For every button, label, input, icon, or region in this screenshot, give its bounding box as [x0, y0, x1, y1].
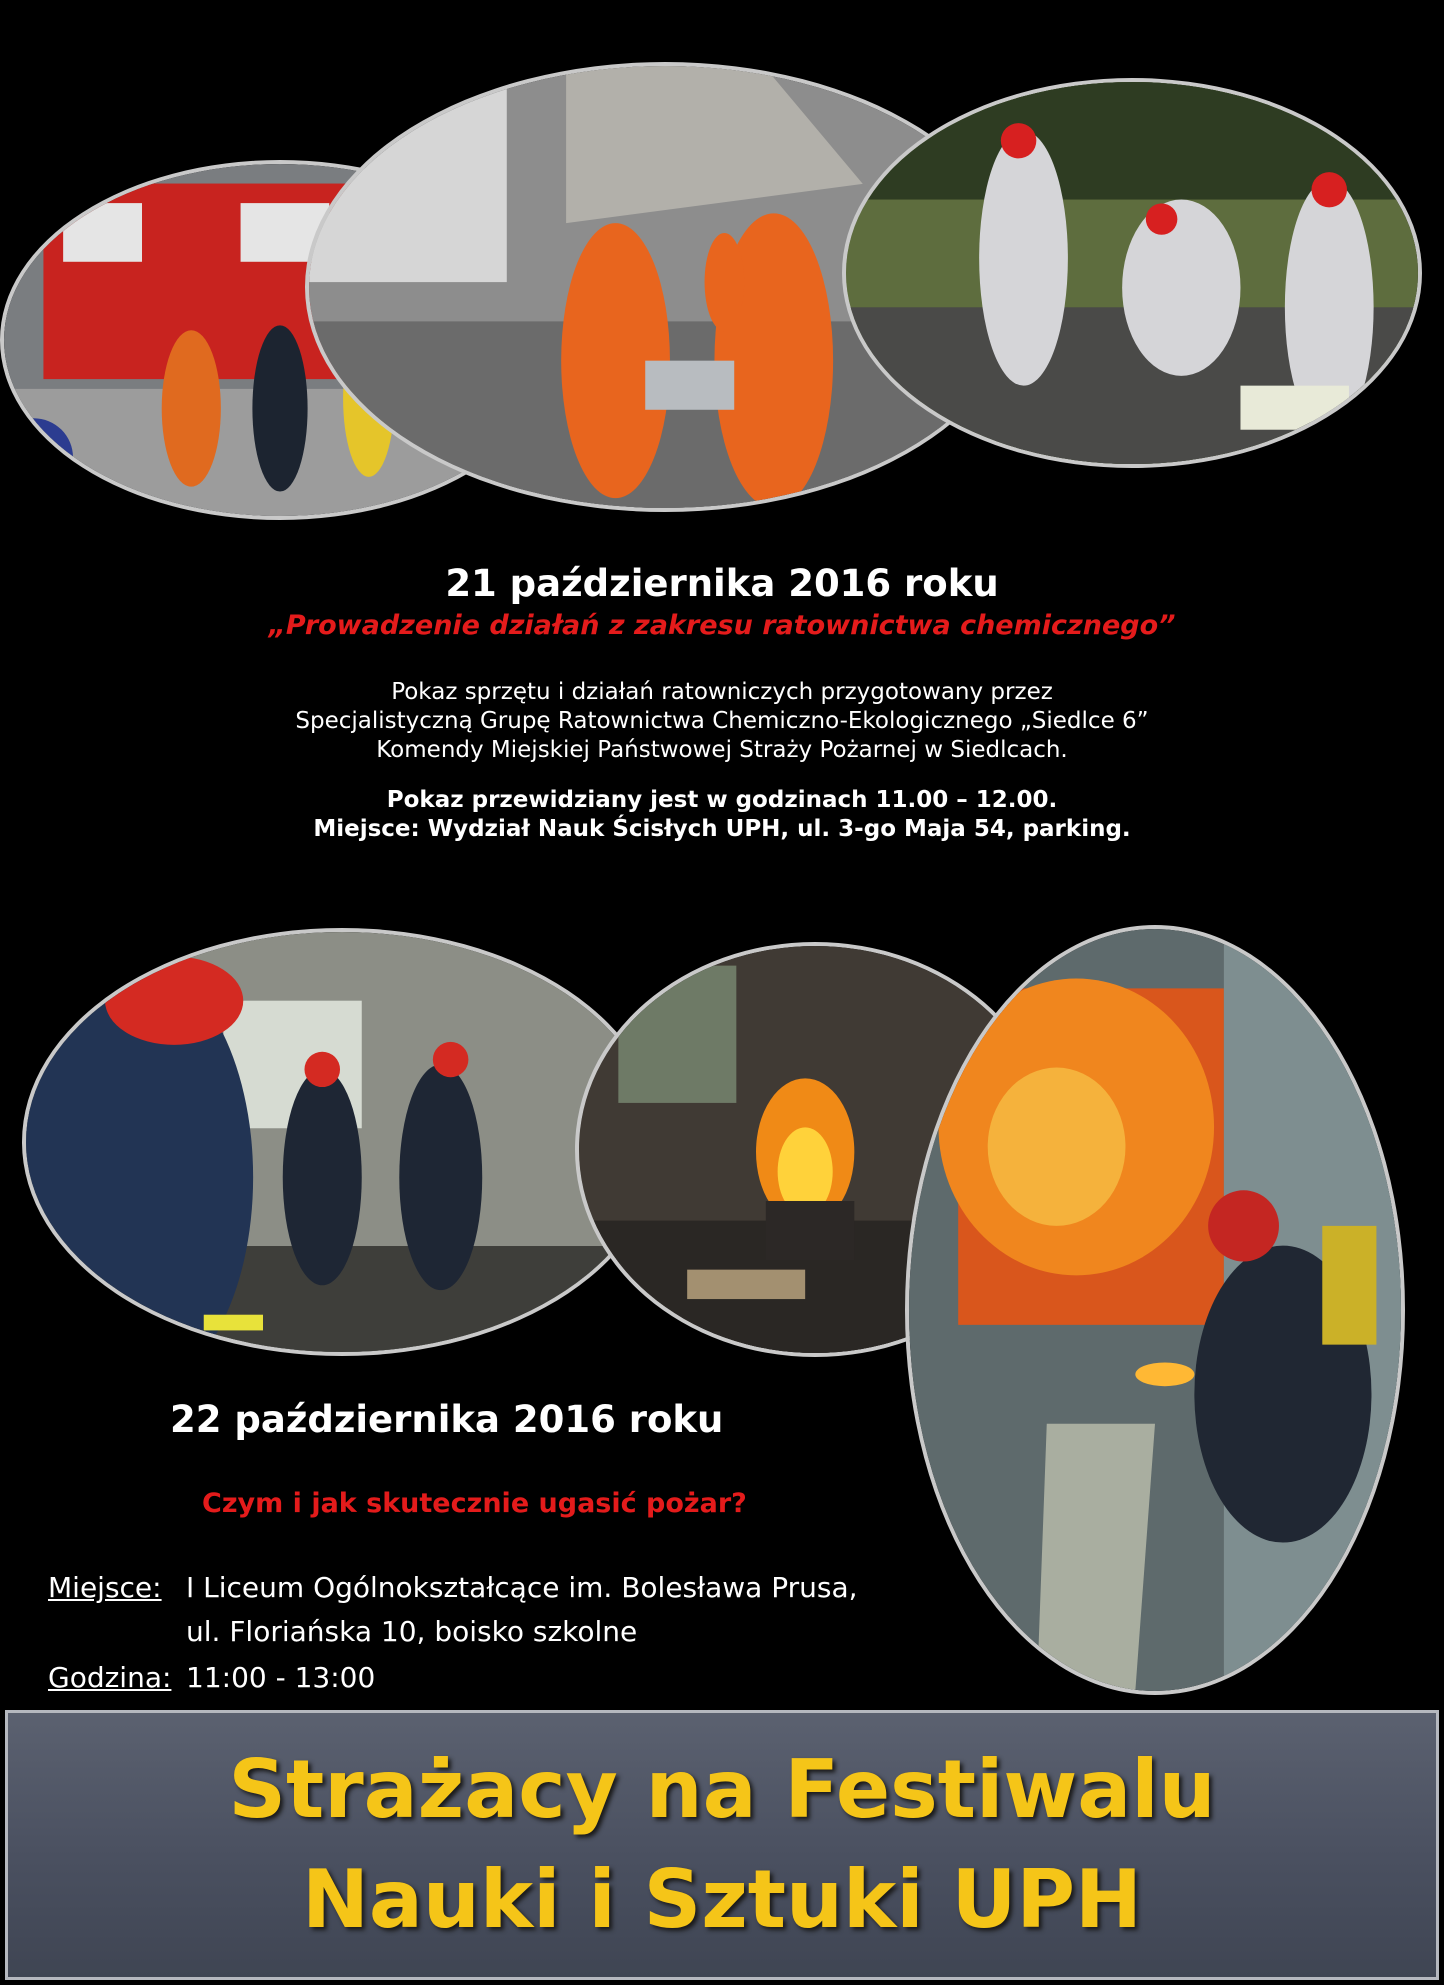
place-line-1: I Liceum Ogólnokształcące im. Bolesława Prusa, [186, 1571, 858, 1604]
time-label: Godzina: [48, 1661, 172, 1694]
time-value: 11:00 - 13:00 [186, 1661, 376, 1694]
event1-description-line: Pokaz sprzętu i działań ratowniczych przygotowany przez [391, 679, 1053, 705]
event2-place-row [48, 1571, 858, 1604]
event1-date: 21 października 2016 roku [445, 562, 999, 605]
event2-time-row [48, 1661, 375, 1694]
place-label: Miejsce: [48, 1571, 162, 1604]
event1-description [0, 678, 1444, 765]
photo-firefighters-indoor [22, 928, 662, 1356]
event1-schedule [0, 786, 1444, 844]
event1-description-line: Specjalistyczną Grupę Ratownictwa Chemiczno-Ekologicznego „Siedlce 6” [295, 708, 1149, 734]
event1-title: „Prowadzenie działań z zakresu ratownictwa chemicznego” [268, 610, 1176, 641]
place-line-2: ul. Floriańska 10, boisko szkolne [186, 1615, 638, 1648]
event1-place: Miejsce: Wydział Nauk Ścisłych UPH, ul. 3-go Maja 54, parking. [313, 816, 1131, 842]
event2-question: Czym i jak skutecznie ugasić pożar? [202, 1488, 747, 1519]
title-banner [5, 1710, 1439, 1980]
photo-chemical-cleanup [842, 78, 1422, 468]
event1-description-line: Komendy Miejskiej Państwowej Straży Pożarnej w Siedlcach. [376, 737, 1068, 763]
banner-title-line-2: Nauki i Sztuki UPH [301, 1853, 1143, 1946]
banner-title-line-1: Strażacy na Festiwalu [228, 1743, 1216, 1836]
event2-date: 22 października 2016 roku [170, 1398, 724, 1441]
photo-firefighter-flames [905, 925, 1405, 1695]
event1-hours: Pokaz przewidziany jest w godzinach 11.00 – 12.00. [386, 787, 1058, 813]
